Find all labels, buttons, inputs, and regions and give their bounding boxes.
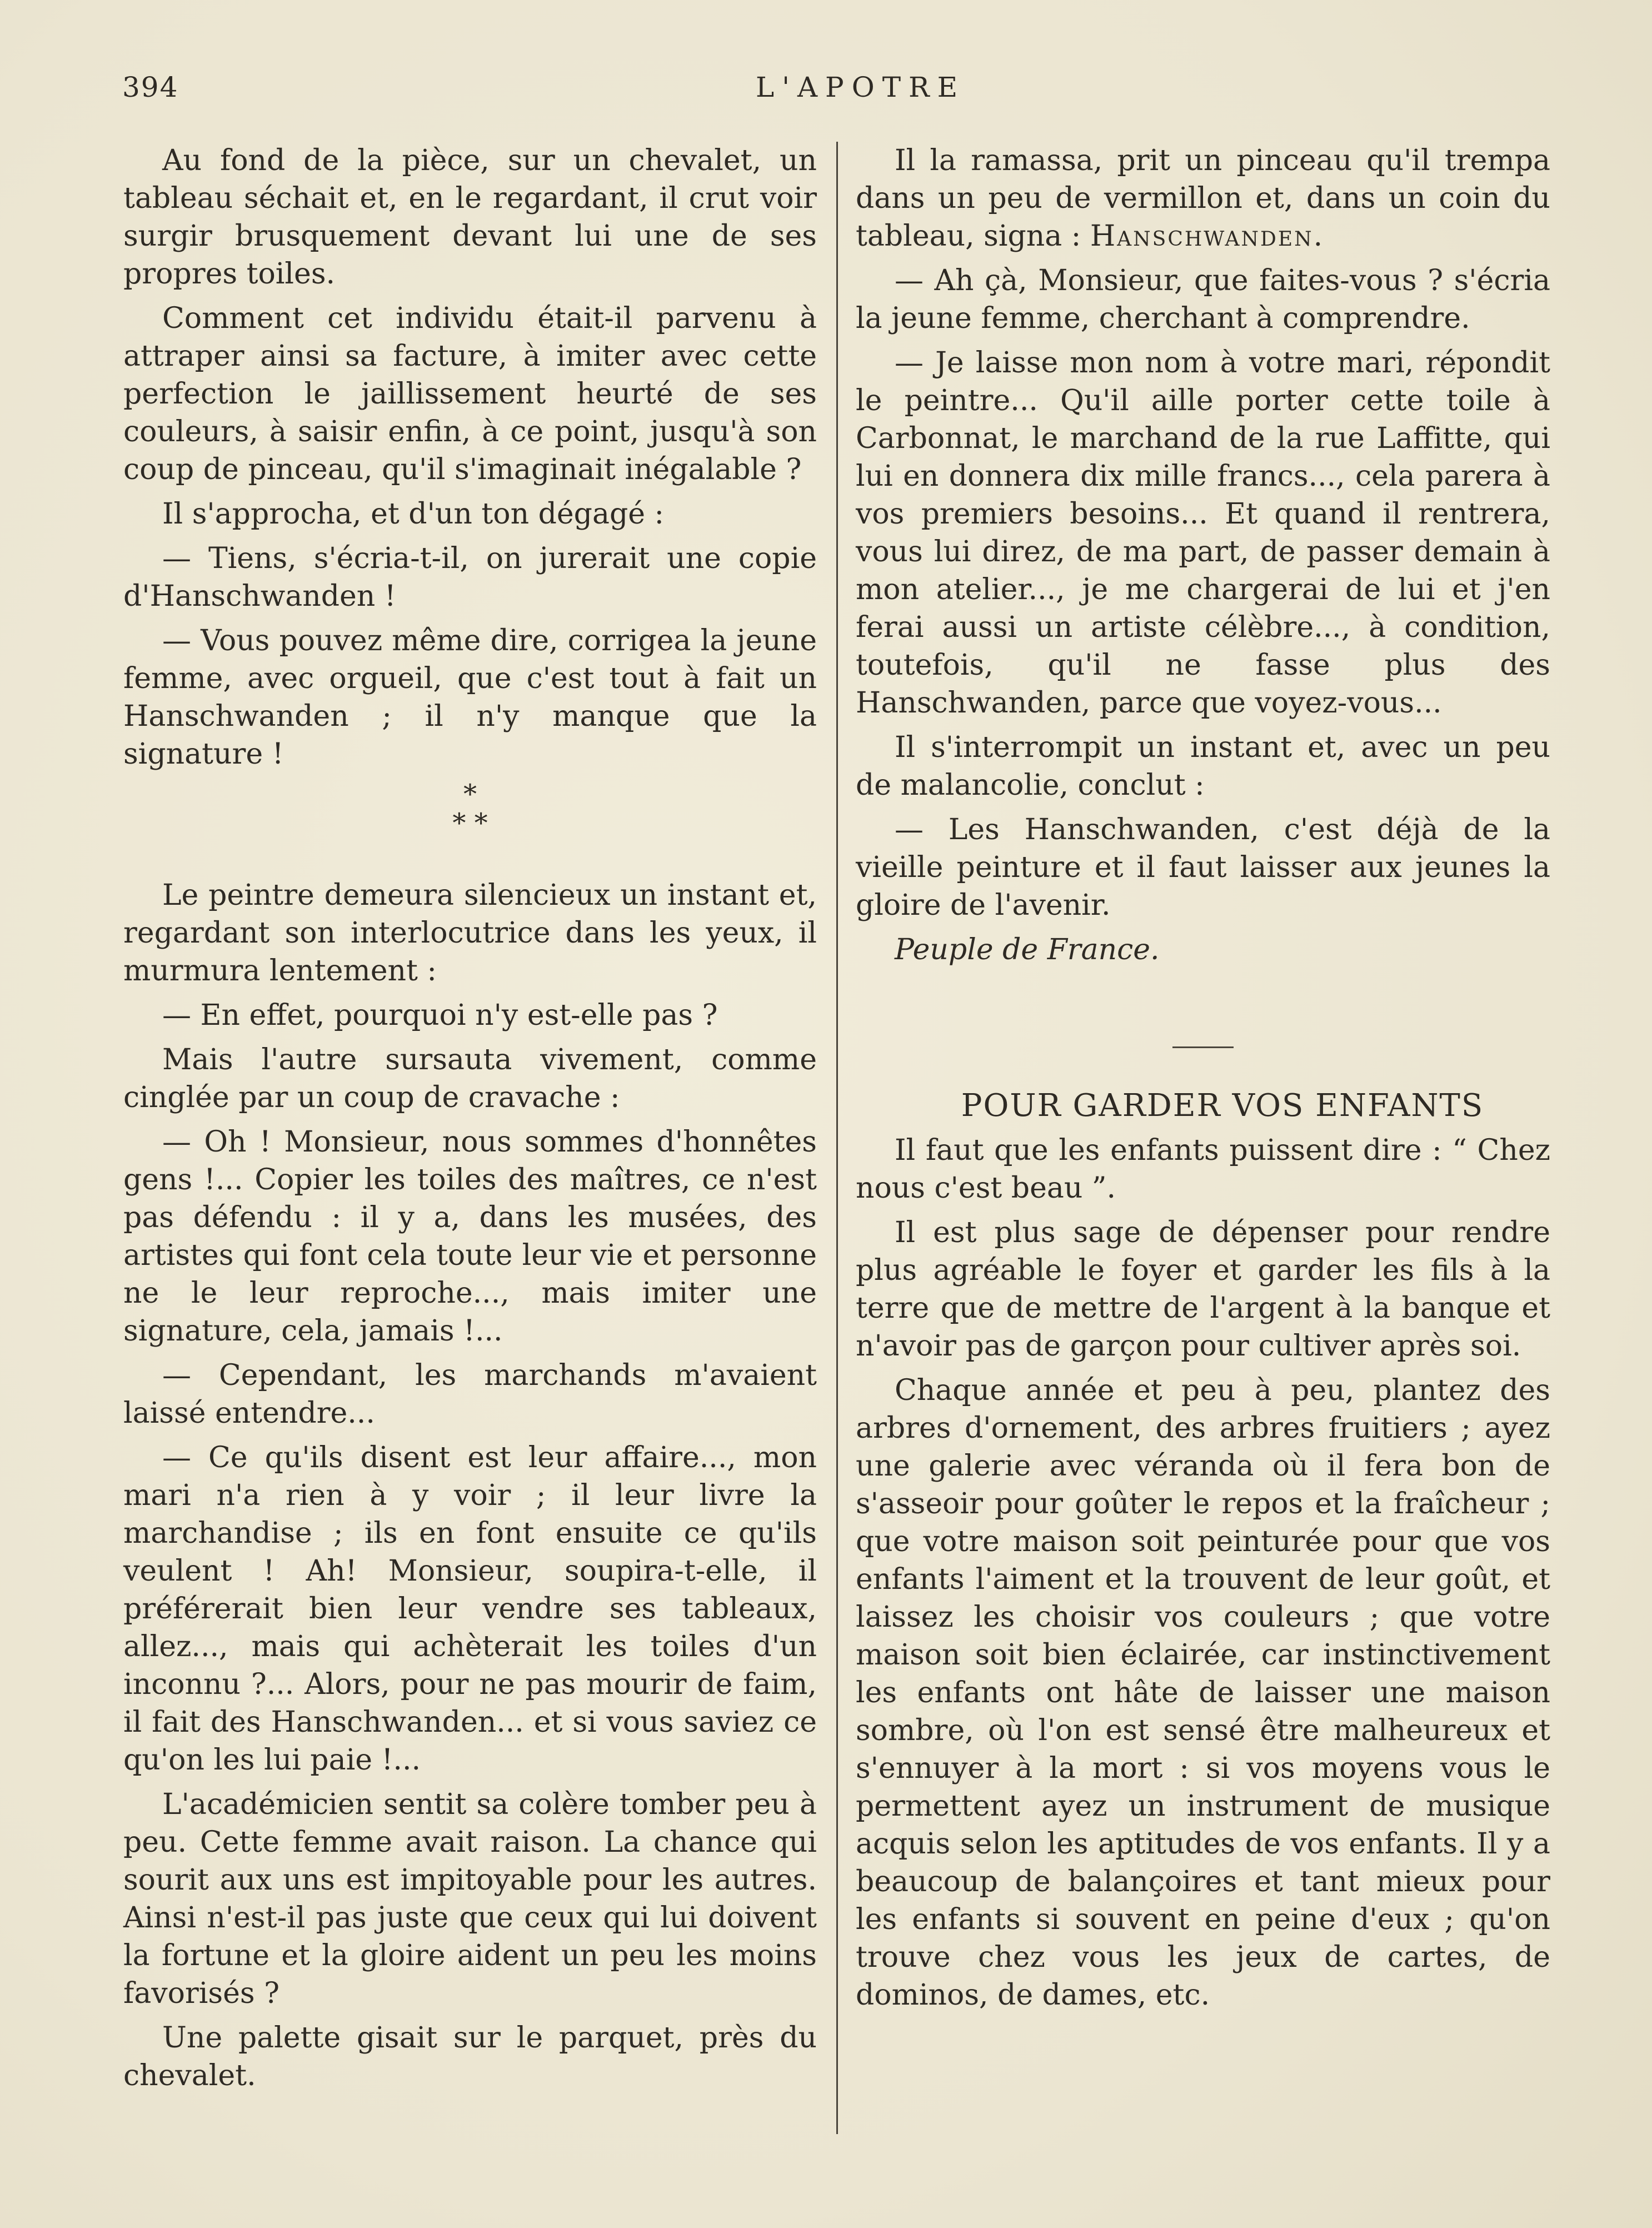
paragraph: — Tiens, s'écria-t-il, on jurerait une copie d'Hanschwanden ! xyxy=(123,542,817,613)
paragraph: Il s'approcha, et d'un ton dégagé : xyxy=(162,497,665,531)
running-title: L'APOTRE xyxy=(756,71,966,103)
asterism-bottom: * * xyxy=(452,808,488,839)
paragraph: Le peintre demeura silencieux un instant et, regardant son interlocutrice dans les yeux, il murmura lentement : xyxy=(123,879,817,988)
asterism-top: * xyxy=(463,779,477,810)
paragraph: Il faut que les enfants puissent dire : “ Chez nous c'est beau ”. xyxy=(856,1134,1550,1205)
paragraph: Une palette gisait sur le parquet, près du chevalet. xyxy=(123,2021,817,2092)
paragraph xyxy=(856,142,1550,255)
section-break-ornament xyxy=(123,780,817,838)
paragraph: — Ce qu'ils disent est leur affaire..., mon mari n'a rien à y voir ; il leur livre la marchandise ; ils en font ensuite ce qu'ils veulent ! Ah! Monsieur, soupira-t-elle, il préférerait bien leur vendre ses tableaux, allez..., mais qui achèterait les toiles d'un inconnu ?... Alors, pour ne pas mourir de faim, il fait des Hanschwanden... et si vous saviez ce qu'on les lui paie !... xyxy=(123,1441,817,1777)
column-divider xyxy=(836,142,838,2134)
paragraph-text: Il la ramassa, prit un pinceau qu'il trempa dans un peu de vermillon et, dans un coin du tableau, signa : xyxy=(856,144,1550,253)
section-title: POUR GARDER VOS ENFANTS xyxy=(961,1088,1484,1124)
section-rule xyxy=(1172,1046,1234,1048)
paragraph: — Vous pouvez même dire, corrigea la jeune femme, avec orgueil, que c'est tout à fait un Hanschwanden ; il n'y manque que la signature ! xyxy=(123,624,817,771)
paragraph: — Je laisse mon nom à votre mari, répondit le peintre... Qu'il aille porter cette toile à Carbonnat, le marchand de la rue Laffitte, qui lui en donnera dix mille francs..., cela parera à vos premiers besoins... Et quand il rentrera, vous lui direz, de ma part, de passer demain à mon atelier..., je me chargerai de lui et j'en ferai aussi un artiste célèbre..., à condition, toutefois, qu'il ne fasse plus des Hanschwanden, parce que voyez-vous... xyxy=(856,346,1550,720)
source-attribution: Peuple de France. xyxy=(895,933,1160,966)
paragraph: Il s'interrompit un instant et, avec un peu de malancolie, conclut : xyxy=(856,731,1550,802)
paragraph: — En effet, pourquoi n'y est-elle pas ? xyxy=(162,999,718,1032)
paragraph: L'académicien sentit sa colère tomber peu à peu. Cette femme avait raison. La chance qui sourit aux uns est impitoyable pour les autres. Ainsi n'est-il pas juste que ceux qui lui doivent la fortune et la gloire aident un peu les moins favorisés ? xyxy=(123,1788,817,2010)
paragraph: — Ah çà, Monsieur, que faites-vous ? s'écria la jeune femme, cherchant à comprendre. xyxy=(856,264,1550,335)
paragraph: Il est plus sage de dépenser pour rendre plus agréable le foyer et garder les fils à la terre que de mettre de l'argent à la banque et n'avoir pas de garçon pour cultiver après soi. xyxy=(856,1216,1550,1363)
paragraph: Mais l'autre sursauta vivement, comme cinglée par un coup de cravache : xyxy=(123,1043,817,1114)
paragraph: — Les Hanschwanden, c'est déjà de la vieille peinture et il faut laisser aux jeunes la gloire de l'avenir. xyxy=(856,813,1550,922)
paragraph: Comment cet individu était-il parvenu à attraper ainsi sa facture, à imiter avec cette perfection le jaillissement heurté de ses couleurs, à saisir enfin, à ce point, jusqu'à son coup de pinceau, qu'il s'imaginait inégalable ? xyxy=(123,302,817,486)
paragraph: — Cependant, les marchands m'avaient laissé entendre... xyxy=(123,1359,817,1430)
right-column xyxy=(856,142,1550,2021)
paragraph: Chaque année et peu à peu, plantez des arbres d'ornement, des arbres fruitiers ; ayez une galerie avec véranda où il fera bon de s'asseoir pour goûter le repos et la fraîcheur ; que votre maison soit peinturée pour que vos enfants l'aiment et la trouvent de leur goût, et laissez les choisir vos couleurs ; que votre maison soit bien éclairée, car instinctivement les enfants ont hâte de laisser une maison sombre, où l'on est sensé être malheureux et s'ennuyer à la mort : si vos moyens vous le permettent ayez un instrument de musique acquis selon les aptitudes de vos enfants. Il y a beaucoup de balançoires et tant mieux pour les enfants si souvent en peine d'eux ; qu'on trouve chez vous les jeux de cartes, de dominos, de dames, etc. xyxy=(856,1374,1550,2012)
page-header xyxy=(122,71,1556,116)
page-number: 394 xyxy=(122,71,179,103)
signed-name: Hanschwanden. xyxy=(1090,220,1325,253)
paragraph: — Oh ! Monsieur, nous sommes d'honnêtes gens !... Copier les toiles des maîtres, ce n'est pas défendu : il y a, dans les musées, des artistes qui font cela toute leur vie et personne ne le leur reproche..., mais imiter une signature, cela, jamais !... xyxy=(123,1125,817,1348)
left-column xyxy=(123,142,817,2101)
paragraph: Au fond de la pièce, sur un chevalet, un tableau séchait et, en le regardant, il crut voir surgir brusquement devant lui une de ses propres toiles. xyxy=(123,144,817,291)
